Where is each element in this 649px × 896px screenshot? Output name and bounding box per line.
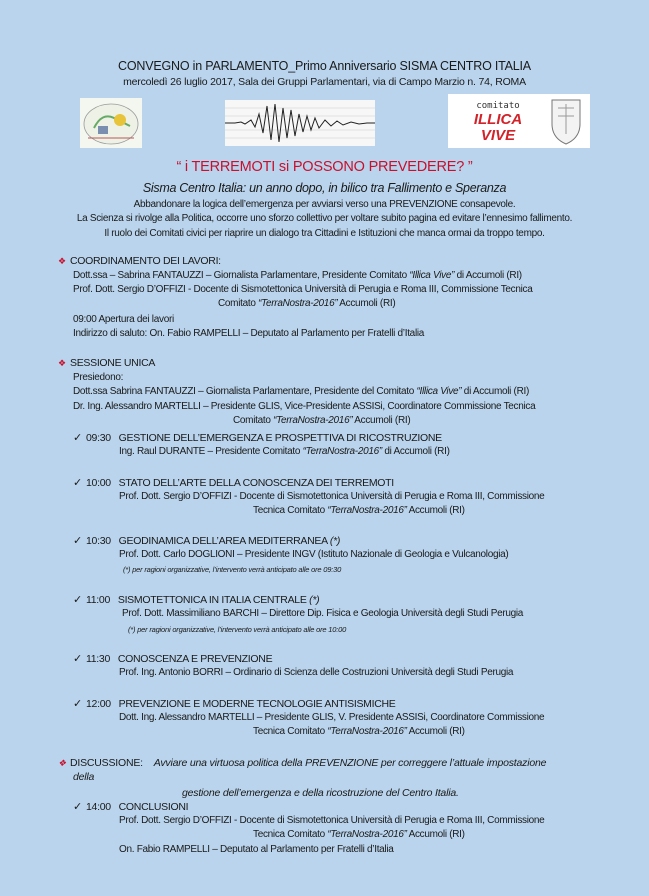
chair-line: Dott.ssa Sabrina FANTAUZZI – Giornalista Parlamentare, Presidente del Comitato “Illica Vive” di Accumoli (RI) bbox=[73, 386, 530, 397]
checkmark-icon: ✓ bbox=[73, 432, 82, 444]
program-item-title: ✓ 10:30 GEODINAMICA DELL’AREA MEDITERRANEA (*) bbox=[73, 535, 341, 547]
seismogram-image bbox=[225, 100, 375, 146]
coordinamento-line: Comitato “TerraNostra-2016” Accumoli (RI) bbox=[218, 298, 396, 309]
intro-line: La Scienza si rivolge alla Politica, occorre uno sforzo collettivo per voltare subito pagina ed evitare l’ennesimo fallimento. bbox=[76, 213, 573, 224]
chair-line: Comitato “TerraNostra-2016” Accumoli (RI) bbox=[233, 415, 411, 426]
event-date-venue: mercoledì 26 luglio 2017, Sala dei Gruppi Parlamentari, via di Campo Marzio n. 74, ROMA bbox=[123, 76, 526, 88]
coordinamento-line: Dott.ssa – Sabrina FANTAUZZI – Giornalista Parlamentare, Presidente Comitato “Illica Vive” di Accumoli (RI) bbox=[73, 270, 522, 281]
conclusioni-speaker: On. Fabio RAMPELLI – Deputato al Parlamento per Fratelli d’Italia bbox=[119, 844, 394, 855]
committee-logo-left bbox=[80, 98, 142, 148]
intro-line: Abbandonare la logica dell’emergenza per avviarsi verso una PREVENZIONE consapevole. bbox=[133, 199, 516, 210]
program-speaker: Prof. Dott. Massimiliano BARCHI – Direttore Dip. Fisica e Geologia Università degli Studi Perugia bbox=[122, 608, 524, 619]
coordinamento-heading: ❖ COORDINAMENTO DEI LAVORI: bbox=[58, 255, 221, 267]
checkmark-icon: ✓ bbox=[73, 698, 82, 710]
program-speaker: Prof. Dott. Sergio D’OFFIZI - Docente di Sismotettonica Università di Perugia e Roma III, Commissione bbox=[119, 491, 545, 502]
program-speaker: Tecnica Comitato “TerraNostra-2016” Accumoli (RI) bbox=[253, 505, 465, 516]
conclusioni-speaker: Prof. Dott. Sergio D’OFFIZI - Docente di Sismotettonica Università di Perugia e Roma III, Commissione bbox=[119, 815, 545, 826]
logo-text-comitato: comitato bbox=[476, 101, 520, 111]
checkmark-icon: ✓ bbox=[73, 594, 82, 606]
program-item-title: ✓ 11:00 SISMOTETTONICA IN ITALIA CENTRALE (*) bbox=[73, 594, 320, 606]
program-speaker: Ing. Raul DURANTE – Presidente Comitato “TerraNostra-2016” di Accumoli (RI) bbox=[119, 446, 450, 457]
comitato-illica-vive-logo bbox=[448, 94, 590, 148]
program-item-title: ✓ 12:00 PREVENZIONE E MODERNE TECNOLOGIE ANTISISMICHE bbox=[73, 698, 396, 710]
program-note: (*) per ragioni organizzative, l’intervento verrà anticipato alle ore 10:00 bbox=[128, 625, 347, 634]
checkmark-icon: ✓ bbox=[73, 535, 82, 547]
logo-text-illica: ILLICA bbox=[473, 111, 523, 128]
conclusioni-speaker: Tecnica Comitato “TerraNostra-2016” Accumoli (RI) bbox=[253, 829, 465, 840]
program-speaker: Tecnica Comitato “TerraNostra-2016” Accumoli (RI) bbox=[253, 726, 465, 737]
program-speaker: Prof. Ing. Antonio BORRI – Ordinario di Scienza delle Costruzioni Università degli Studi Perugia bbox=[119, 667, 514, 678]
sessione-heading: ❖ SESSIONE UNICA bbox=[58, 357, 156, 369]
conclusioni-title: ✓ 14:00 CONCLUSIONI bbox=[73, 801, 189, 813]
checkmark-icon: ✓ bbox=[73, 477, 82, 489]
discussione-line: ❖ DISCUSSIONE: Avviare una virtuosa politica della PREVENZIONE per correggere l’attuale impostazione bbox=[58, 757, 547, 769]
headline-question: “ i TERREMOTI si POSSONO PREVEDERE? ” bbox=[176, 159, 473, 175]
discussione-line: della bbox=[73, 771, 95, 783]
intro-line: Il ruolo dei Comitati civici per riaprire un dialogo tra Cittadini e Istituzioni che manca ormai da troppo tempo. bbox=[104, 228, 545, 239]
opening-time: 09:00 Apertura dei lavori bbox=[73, 314, 174, 325]
subheadline: Sisma Centro Italia: un anno dopo, in bilico tra Fallimento e Speranza bbox=[142, 181, 507, 195]
checkmark-icon: ✓ bbox=[73, 653, 82, 665]
program-speaker: Dott. Ing. Alessandro MARTELLI – Presidente GLIS, V. Presidente ASSISi, Coordinatore Commissione bbox=[119, 712, 545, 723]
diamond-bullet-icon: ❖ bbox=[58, 256, 66, 266]
greeting-line: Indirizzo di saluto: On. Fabio RAMPELLI – Deputato al Parlamento per Fratelli d’Italia bbox=[73, 328, 425, 339]
checkmark-icon: ✓ bbox=[73, 801, 82, 813]
coordinamento-line: Prof. Dott. Sergio D’OFFIZI - Docente di Sismotettonica Università di Perugia e Roma III, Commissione Tecnica bbox=[73, 284, 533, 295]
chair-line: Dr. Ing. Alessandro MARTELLI – Presidente GLIS, Vice-Presidente ASSISi, Coordinatore Commissione Tecnica bbox=[73, 401, 536, 412]
program-speaker: Prof. Dott. Carlo DOGLIONI – Presidente INGV (Istituto Nazionale di Geologia e Vulcanologia) bbox=[119, 549, 509, 560]
presiedono-label: Presiedono: bbox=[73, 372, 124, 383]
program-item-title: ✓ 11:30 CONOSCENZA E PREVENZIONE bbox=[73, 653, 273, 665]
event-title: CONVEGNO in PARLAMENTO_Primo Anniversario SISMA CENTRO ITALIA bbox=[118, 59, 531, 73]
discussione-line: gestione dell’emergenza e della ricostruzione del Centro Italia. bbox=[182, 787, 459, 799]
diamond-bullet-icon: ❖ bbox=[58, 758, 66, 768]
program-note: (*) per ragioni organizzative, l’intervento verrà anticipato alle ore 09:30 bbox=[123, 565, 342, 574]
program-item-title: ✓ 09:30 GESTIONE DELL’EMERGENZA E PROSPETTIVA DI RICOSTRUZIONE bbox=[73, 432, 442, 444]
logo-text-vive: VIVE bbox=[480, 127, 516, 144]
program-item-title: ✓ 10:00 STATO DELL’ARTE DELLA CONOSCENZA DEI TERREMOTI bbox=[73, 477, 394, 489]
diamond-bullet-icon: ❖ bbox=[58, 358, 66, 368]
